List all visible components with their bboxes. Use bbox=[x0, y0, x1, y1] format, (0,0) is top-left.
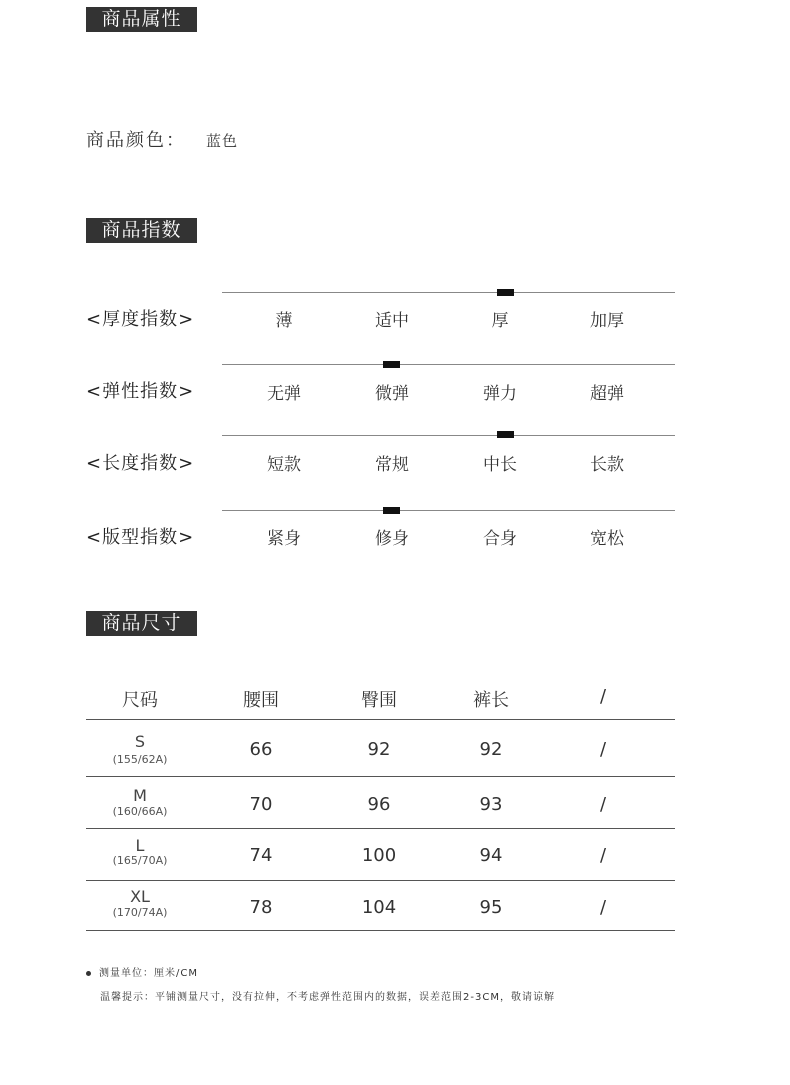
length-value: 92 bbox=[479, 739, 503, 760]
section-title-size: 商品尺寸 bbox=[86, 611, 197, 636]
index-option: 紧身 bbox=[267, 529, 301, 549]
index-option: 修身 bbox=[375, 529, 409, 549]
index-option: 厚 bbox=[491, 311, 509, 331]
waist-value: 70 bbox=[249, 794, 273, 815]
index-track bbox=[222, 292, 675, 293]
waist-value: 78 bbox=[249, 897, 273, 918]
color-attribute bbox=[86, 126, 238, 152]
header-cell-hip: 臀围 bbox=[361, 690, 397, 711]
color-value: 蓝色 bbox=[206, 132, 239, 150]
color-label: 商品颜色： bbox=[86, 130, 186, 151]
length-value: 95 bbox=[479, 897, 503, 918]
size-table bbox=[86, 680, 675, 931]
index-label: <厚度指数> bbox=[86, 309, 195, 330]
table-row bbox=[86, 720, 675, 777]
size-spec: (160/66A) bbox=[112, 805, 168, 818]
index-option: 长款 bbox=[590, 455, 624, 475]
hip-value: 96 bbox=[367, 794, 391, 815]
index-marker bbox=[383, 361, 400, 368]
index-option: 无弹 bbox=[267, 384, 301, 404]
index-option: 适中 bbox=[375, 311, 409, 331]
table-row bbox=[86, 777, 675, 829]
hip-value: 104 bbox=[361, 897, 397, 918]
header-cell-waist: 腰围 bbox=[243, 690, 279, 711]
index-marker bbox=[497, 289, 514, 296]
thickness-index bbox=[0, 288, 790, 348]
measurement-tip: 温馨提示：平铺测量尺寸，没有拉伸，不考虑弹性范围内的数据，误差范围2-3CM，敬请谅解 bbox=[100, 992, 555, 1003]
index-label: <长度指数> bbox=[86, 453, 195, 474]
size-code: S bbox=[134, 732, 146, 751]
index-option: 加厚 bbox=[590, 311, 624, 331]
extra-value: / bbox=[599, 897, 607, 918]
index-marker bbox=[383, 507, 400, 514]
hip-value: 92 bbox=[367, 739, 391, 760]
extra-value: / bbox=[599, 845, 607, 866]
extra-value: / bbox=[599, 794, 607, 815]
length-value: 94 bbox=[479, 845, 503, 866]
waist-value: 74 bbox=[249, 845, 273, 866]
index-option: 微弹 bbox=[375, 384, 409, 404]
index-option: 中长 bbox=[483, 455, 517, 475]
size-spec: (165/70A) bbox=[112, 854, 168, 867]
header-cell-extra: / bbox=[599, 686, 607, 707]
index-track bbox=[222, 510, 675, 511]
header-cell-size: 尺码 bbox=[122, 690, 158, 711]
measurement-unit-note bbox=[86, 964, 198, 979]
waist-value: 66 bbox=[249, 739, 273, 760]
table-row bbox=[86, 881, 675, 931]
index-option: 短款 bbox=[267, 455, 301, 475]
fit-index bbox=[0, 506, 790, 566]
unit-text: 测量单位：厘米/CM bbox=[99, 968, 198, 979]
length-value: 93 bbox=[479, 794, 503, 815]
index-option: 弹力 bbox=[483, 384, 517, 404]
index-label: <版型指数> bbox=[86, 527, 195, 548]
size-code: XL bbox=[130, 887, 150, 906]
bullet-icon bbox=[86, 971, 91, 976]
section-title-index: 商品指数 bbox=[86, 218, 197, 243]
index-label: <弹性指数> bbox=[86, 381, 195, 402]
index-track bbox=[222, 435, 675, 436]
extra-value: / bbox=[599, 739, 607, 760]
section-title-attributes: 商品属性 bbox=[86, 7, 197, 32]
length-index bbox=[0, 431, 790, 491]
table-row bbox=[86, 829, 675, 881]
index-track bbox=[222, 364, 675, 365]
size-table-header bbox=[86, 680, 675, 720]
index-option: 超弹 bbox=[590, 384, 624, 404]
size-spec: (170/74A) bbox=[112, 906, 168, 919]
hip-value: 100 bbox=[361, 845, 397, 866]
size-code: M bbox=[133, 786, 147, 805]
size-spec: (155/62A) bbox=[112, 753, 168, 766]
index-option: 常规 bbox=[375, 455, 409, 475]
size-code: L bbox=[135, 836, 145, 855]
index-marker bbox=[497, 431, 514, 438]
index-option: 宽松 bbox=[590, 529, 624, 549]
index-option: 薄 bbox=[275, 311, 293, 331]
index-option: 合身 bbox=[483, 529, 517, 549]
header-cell-pants-length: 裤长 bbox=[473, 690, 509, 711]
elasticity-index bbox=[0, 360, 790, 420]
